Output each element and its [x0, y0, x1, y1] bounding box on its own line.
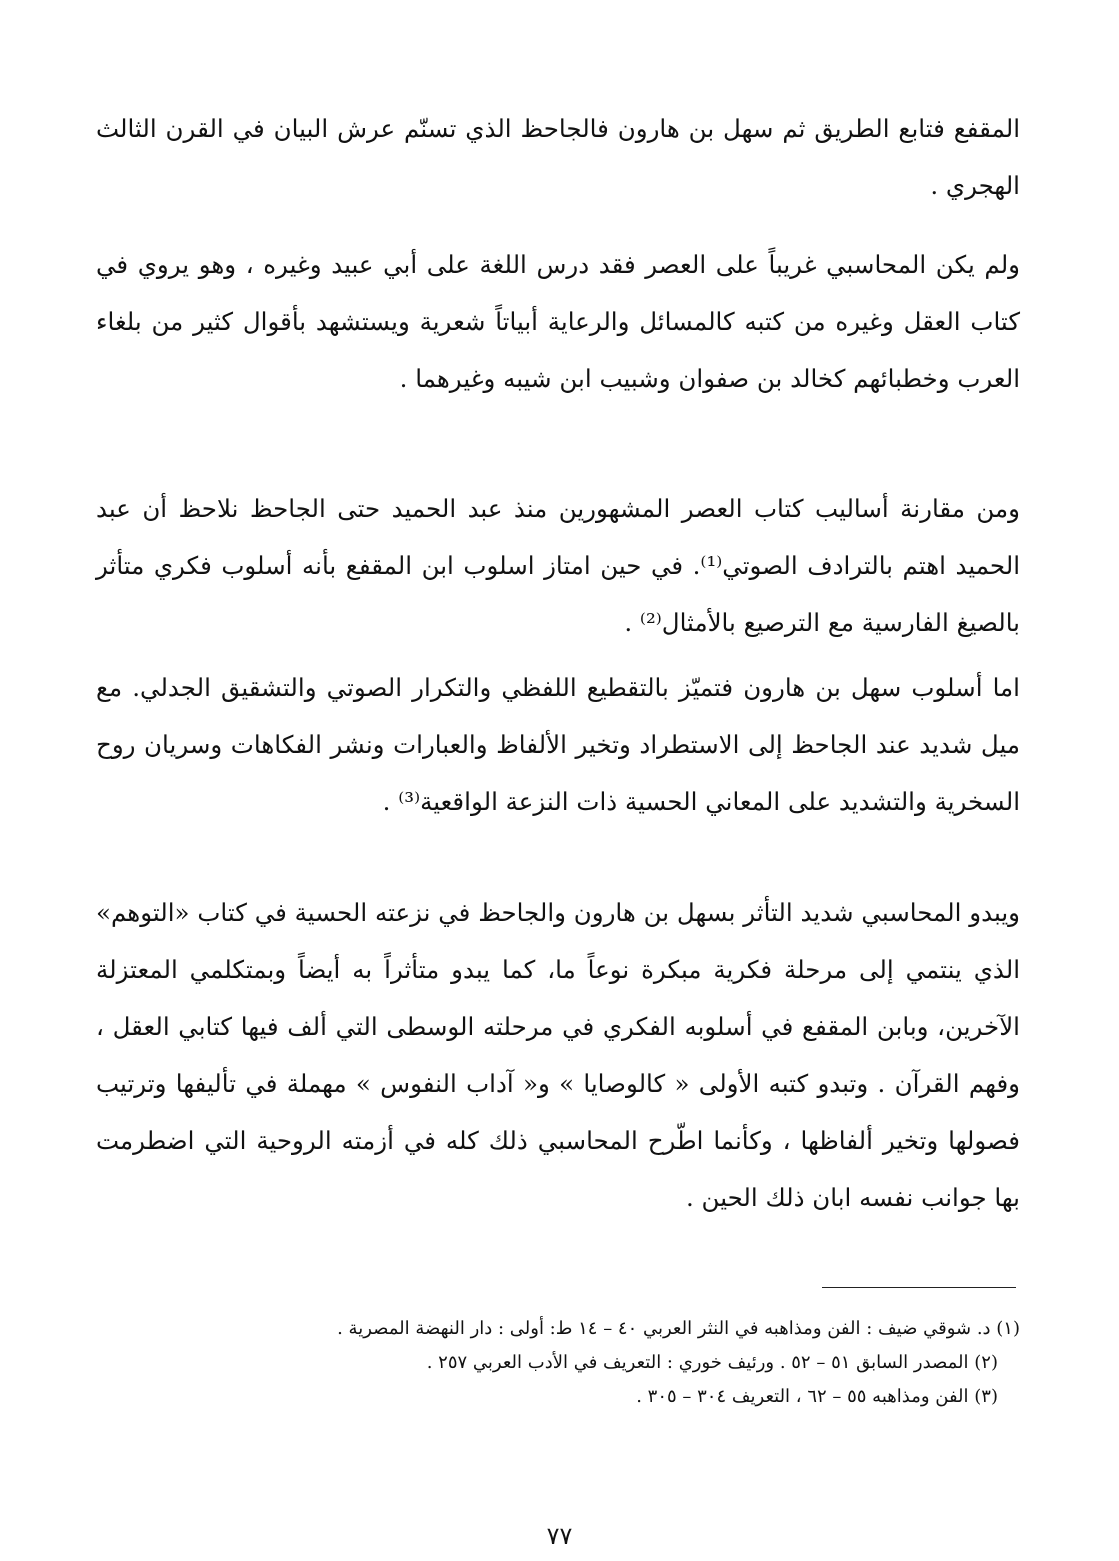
page-number: ٧٧ [546, 1522, 573, 1550]
footnote-1: (١) د. شوقي ضيف : الفن ومذاهبه في النثر العربي ٤٠ – ١٤ ط: أولى : دار النهضة المصرية . [337, 1318, 1020, 1339]
paragraph-5: ويبدو المحاسبي شديد التأثر بسهل بن هارون والجاحظ في نزعته الحسية في كتاب «التوهم» الذي ينتمي إلى مرحلة فكرية مبكرة نوعاً ما، كما يبدو متأثراً به أيضاً وبمتكلمي المعتزلة الآخرين، وبابن المقفع في أسلوبه الفكري في مرحلته الوسطى التي ألف فيها كتابي العقل ، وفهم القرآن . وتبدو كتبه الأولى « كالوصايا » و« آداب النفوس » مهملة في تأليفها وترتيب فصولها وتخير ألفاظها ، وكأنما اطّرح المحاسبي ذلك كله في أزمته الروحية التي اضطرمت بها جوانب نفسه ابان ذلك الحين . [96, 898, 1020, 1212]
footnotes [96, 1312, 1020, 1414]
footnote-2: (٢) المصدر السابق ٥١ – ٥٢ . ورئيف خوري : التعريف في الأدب العربي ٢٥٧ . [426, 1352, 998, 1373]
paragraph-2: ولم يكن المحاسبي غريباً على العصر فقد درس اللغة على أبي عبيد وغيره ، وهو يروي في كتاب العقل وغيره من كتبه كالمسائل والرعاية أبياتاً شعرية ويستشهد بأقوال كثير من بلغاء العرب وخطبائهم كخالد بن صفوان وشبيب ابن شيبه وغيرهما . [96, 250, 1020, 393]
paragraph-1: المقفع فتابع الطريق ثم سهل بن هارون فالجاحظ الذي تسنّم عرش البيان في القرن الثالث الهجري . [96, 114, 1020, 200]
paragraph-4: اما أسلوب سهل بن هارون فتميّز بالتقطيع اللفظي والتكرار الصوتي والتشقيق الجدلي. مع ميل شديد عند الجاحظ إلى الاستطراد وتخير الألفاظ والعبارات ونشر الفكاهات وسريان روح السخرية والتشديد على المعاني الحسية ذات النزعة الواقعية⁽³⁾ . [96, 673, 1020, 816]
footnote-3: (٣) الفن ومذاهبه ٥٥ – ٦٢ ، التعريف ٣٠٤ – ٣٠٥ . [636, 1386, 998, 1407]
paragraph-3: ومن مقارنة أساليب كتاب العصر المشهورين منذ عبد الحميد حتى الجاحظ نلاحظ أن عبد الحميد اهتم بالترادف الصوتي⁽¹⁾. في حين امتاز اسلوب ابن المقفع بأنه أسلوب فكري متأثر بالصيغ الفارسية مع الترصيع بالأمثال⁽²⁾ . [96, 494, 1020, 637]
footnote-divider [822, 1287, 1016, 1288]
